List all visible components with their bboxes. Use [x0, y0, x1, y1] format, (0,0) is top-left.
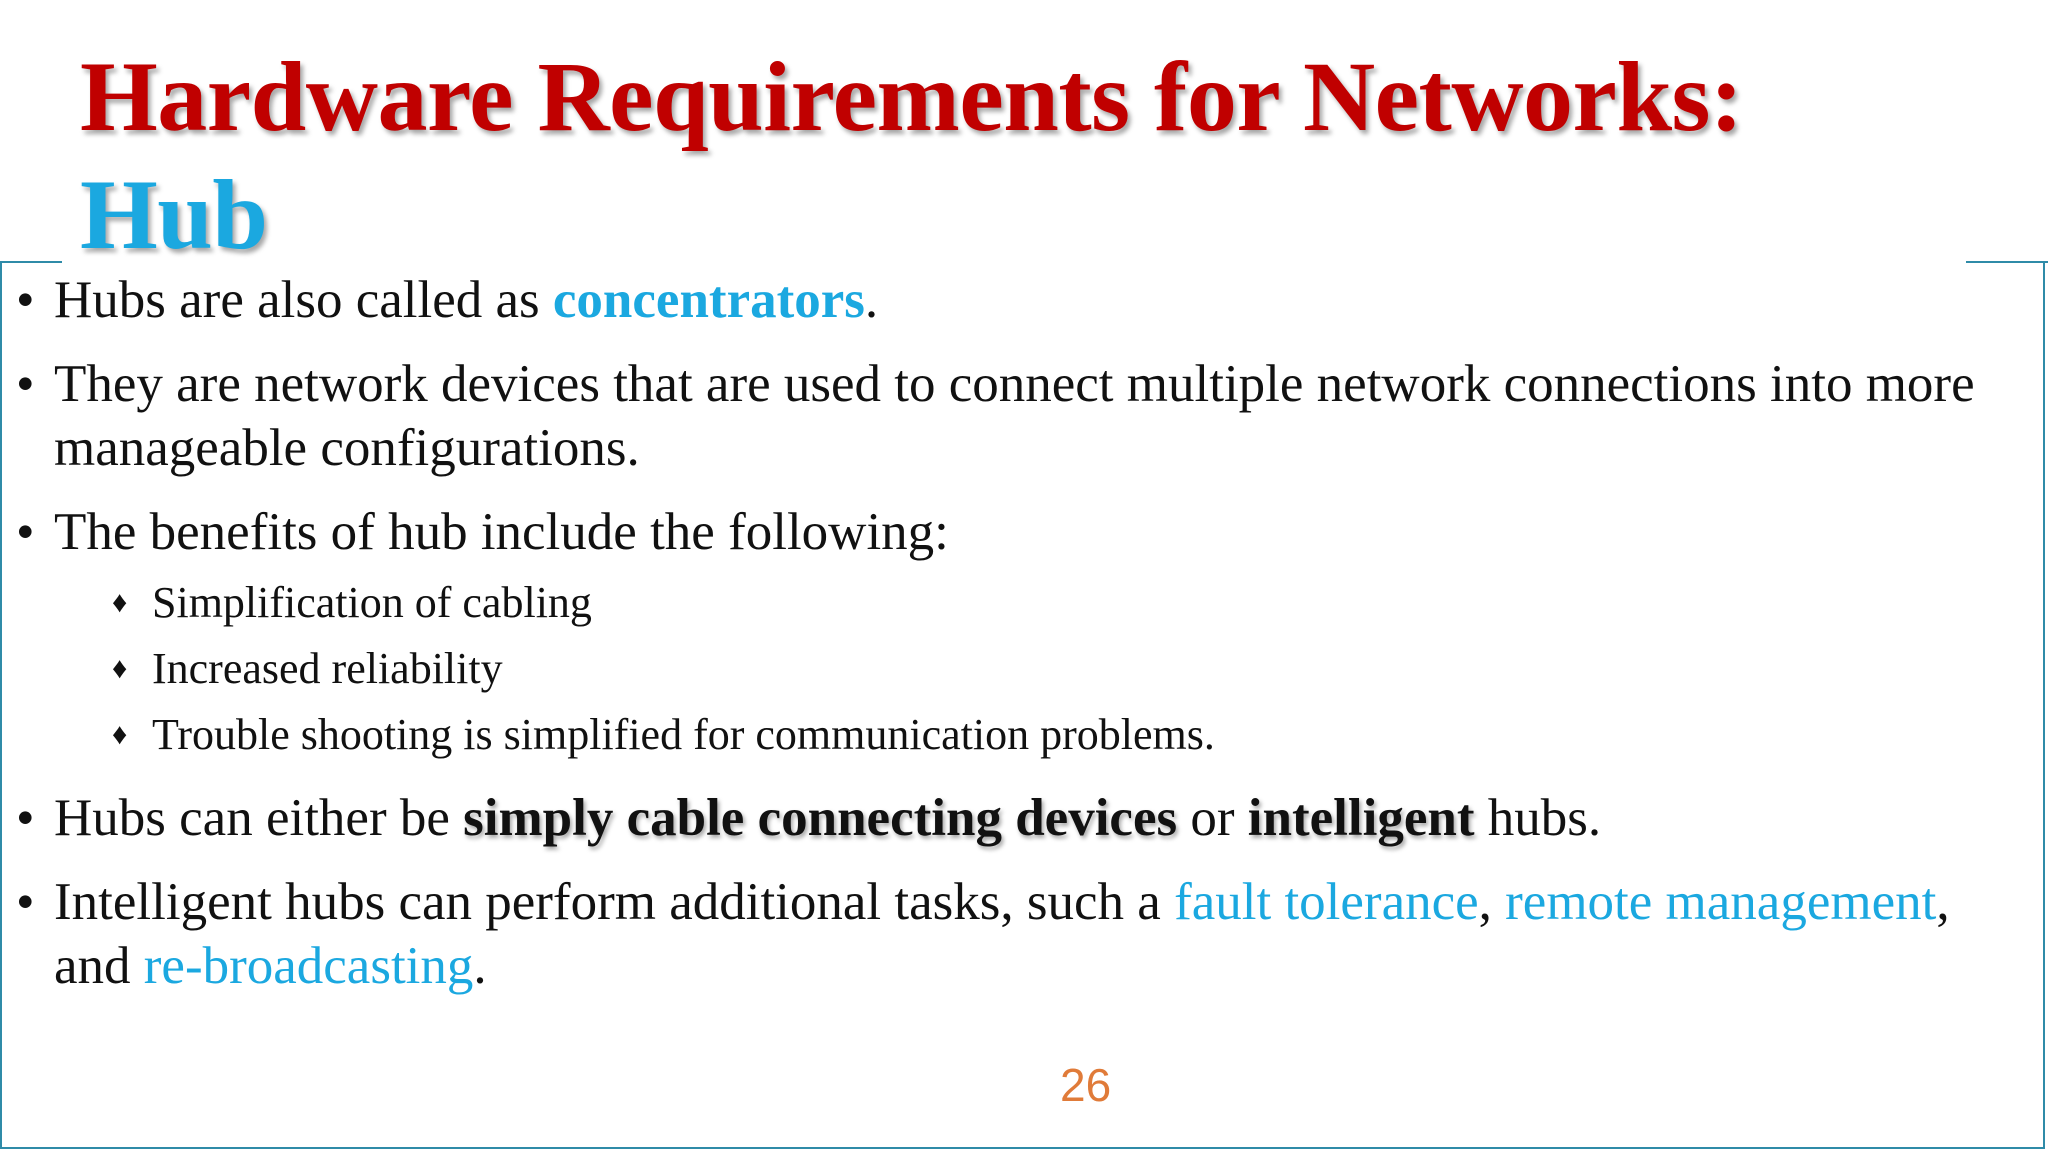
benefit-2: Increased reliability	[152, 644, 503, 693]
bullet-5-sep2: , and	[54, 873, 1950, 995]
bullet-5-sep1: ,	[1478, 873, 1506, 931]
bullet-3-text: The benefits of hub include the following:	[54, 503, 949, 561]
benefit-1: Simplification of cabling	[152, 578, 592, 627]
bullet-benefits	[16, 500, 2036, 564]
bullet-1-post: .	[864, 271, 879, 329]
slide-title-line1: Hardware Requirements for Networks:	[80, 41, 1743, 152]
bullet-hub-types	[16, 786, 2036, 850]
remote-management-term: remote management	[1505, 873, 1937, 931]
slide-title-line2: Hub	[80, 159, 268, 270]
bullet-1-pre: Hubs are also called as	[54, 271, 553, 329]
benefit-3: Trouble shooting is simplified for communication problems.	[152, 710, 1215, 759]
bullet-4-post: hubs.	[1474, 789, 1602, 847]
page-number: 26	[1060, 1059, 1112, 1111]
list-item	[112, 636, 2036, 702]
slide-title	[80, 38, 1743, 274]
frame-top-right-edge	[1966, 261, 2048, 263]
bullet-4-mid: or	[1177, 789, 1248, 847]
concentrators-term: concentrators	[552, 271, 865, 329]
bullet-2-text: They are network devices that are used to connect multiple network connections into more manageable configurations.	[54, 355, 1975, 477]
benefits-list	[16, 570, 2036, 768]
diamond-icon: ♦	[112, 652, 128, 685]
simple-hub-term: simply cable connecting devices	[463, 789, 1178, 847]
diamond-icon: ♦	[112, 718, 128, 751]
fault-tolerance-term: fault tolerance	[1174, 873, 1479, 931]
list-item	[112, 570, 2036, 636]
intelligent-term: intelligent	[1247, 789, 1475, 847]
bullet-concentrators	[16, 268, 2036, 332]
diamond-icon: ♦	[112, 586, 128, 619]
slide-body	[16, 268, 2036, 1018]
bullet-network-devices	[16, 352, 2036, 480]
bullet-5-post: .	[473, 937, 487, 995]
bullet-4-pre: Hubs can either be	[54, 789, 464, 847]
list-item	[112, 702, 2036, 768]
bullet-5-pre: Intelligent hubs can perform additional tasks, such a	[54, 873, 1175, 931]
bullet-intelligent-hubs	[16, 870, 2036, 998]
re-broadcasting-term: re-broadcasting	[143, 937, 474, 995]
frame-top-left-edge	[0, 261, 62, 263]
